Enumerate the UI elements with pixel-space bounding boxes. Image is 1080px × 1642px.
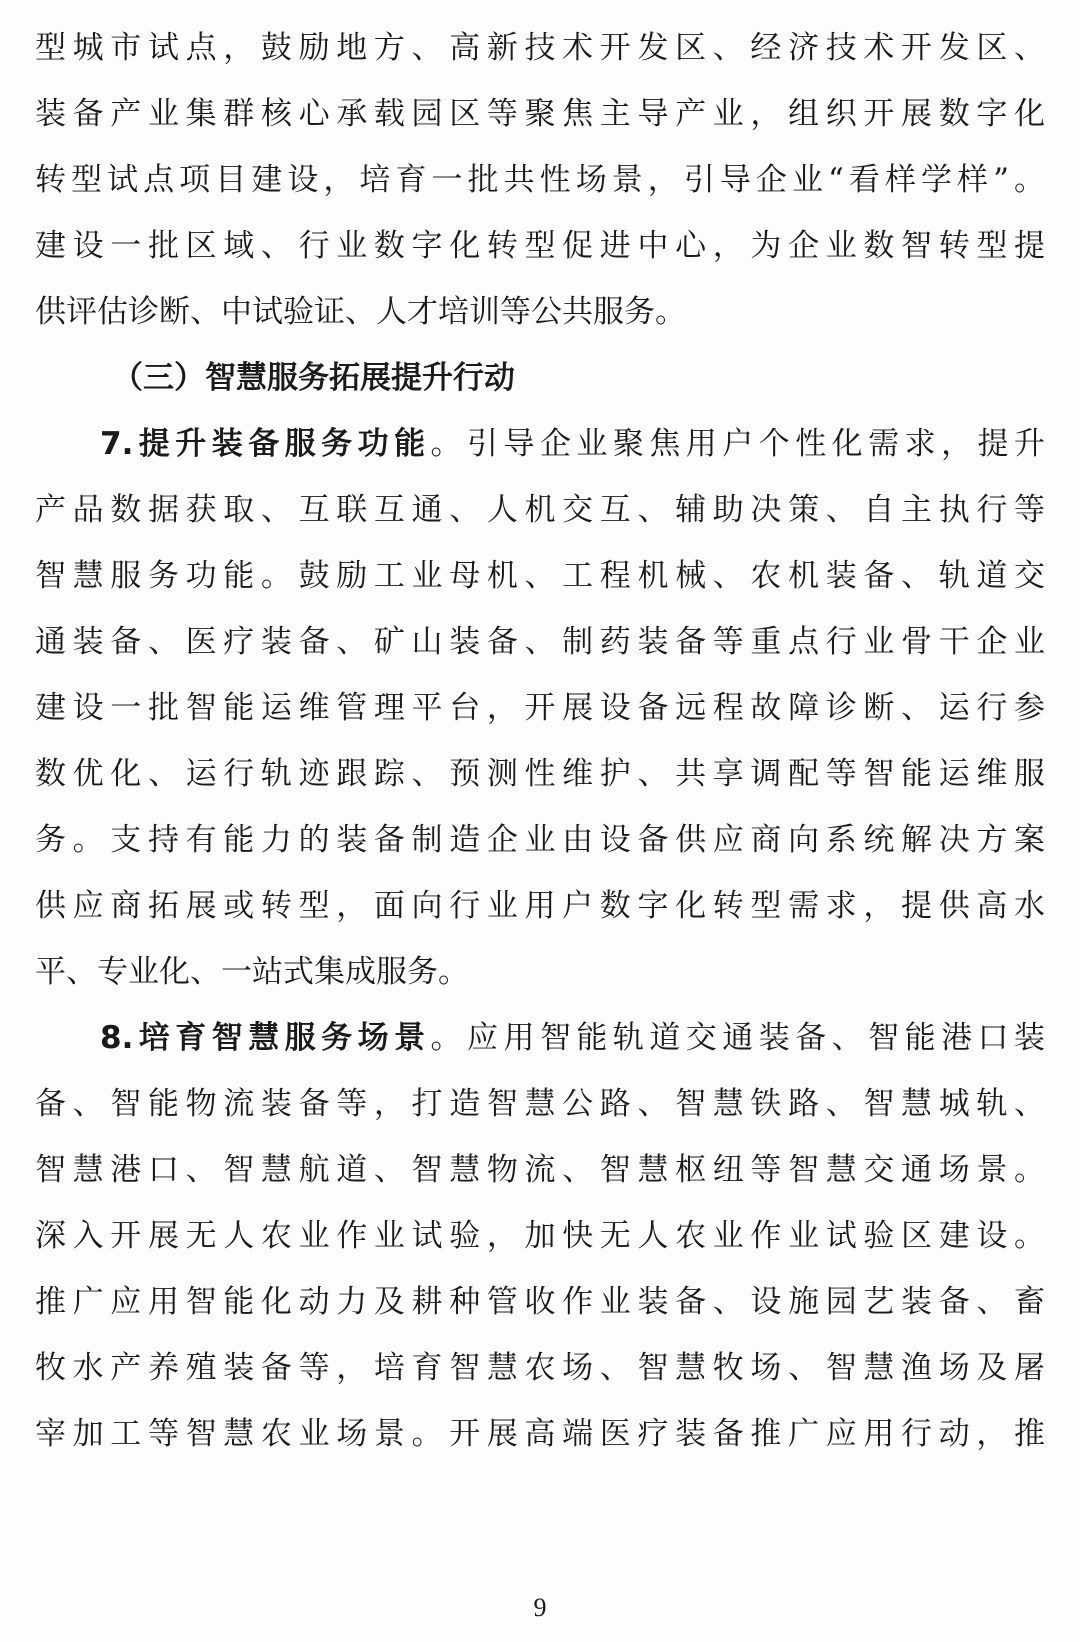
paragraph-line: 推广应用智能化动力及耕种管收作业装备、设施园艺装备、畜 — [35, 1284, 1045, 1320]
item-7-first-line-text: 。引导企业聚焦用户个性化需求，提升 — [430, 426, 1045, 462]
paragraph-line: 转型试点项目建设，培育一批共性场景，引导企业“看样学样”。 — [35, 162, 1045, 198]
paragraph-line: 深入开展无人农业作业试验，加快无人农业作业试验区建设。 — [35, 1218, 1045, 1254]
section-heading: （三）智慧服务拓展提升行动 — [112, 360, 515, 396]
paragraph-line: 牧水产养殖装备等，培育智慧农场、智慧牧场、智慧渔场及屠 — [35, 1350, 1045, 1386]
paragraph-line: 建设一批智能运维管理平台，开展设备远程故障诊断、运行参 — [35, 690, 1045, 726]
paragraph-line: 宰加工等智慧农业场景。开展高端医疗装备推广应用行动，推 — [35, 1416, 1045, 1452]
paragraph-line: 型城市试点，鼓励地方、高新技术开发区、经济技术开发区、 — [35, 30, 1045, 66]
paragraph-line: 建设一批区域、行业数字化转型促进中心，为企业数智转型提 — [35, 228, 1045, 264]
item-8-first-line — [100, 1013, 1045, 1063]
paragraph-line: 产品数据获取、互联互通、人机交互、辅助决策、自主执行等 — [35, 492, 1045, 528]
paragraph-line: 通装备、医疗装备、矿山装备、制药装备等重点行业骨干企业 — [35, 624, 1045, 660]
page-number: 9 — [533, 1593, 547, 1622]
paragraph-line: 供应商拓展或转型，面向行业用户数字化转型需求，提供高水 — [35, 888, 1045, 924]
paragraph-line: 装备产业集群核心承载园区等聚焦主导产业，组织开展数字化 — [35, 96, 1045, 132]
item-8-title: 8.培育智慧服务场景 — [100, 1020, 431, 1056]
paragraph-line: 智慧港口、智慧航道、智慧物流、智慧枢纽等智慧交通场景。 — [35, 1152, 1045, 1188]
paragraph-line: 平、专业化、一站式集成服务。 — [35, 954, 469, 990]
paragraph-line: 供评估诊断、中试验证、人才培训等公共服务。 — [35, 294, 686, 330]
item-8-first-line-text: 。应用智能轨道交通装备、智能港口装 — [430, 1020, 1045, 1056]
paragraph-line: 务。支持有能力的装备制造企业由设备供应商向系统解决方案 — [35, 822, 1045, 858]
item-7-title: 7.提升装备服务功能 — [100, 426, 431, 462]
paragraph-line: 数优化、运行轨迹跟踪、预测性维护、共享调配等智能运维服 — [35, 756, 1045, 792]
paragraph-line: 智慧服务功能。鼓励工业母机、工程机械、农机装备、轨道交 — [35, 558, 1045, 594]
paragraph-line: 备、智能物流装备等，打造智慧公路、智慧铁路、智慧城轨、 — [35, 1086, 1045, 1122]
item-7-first-line — [100, 419, 1045, 469]
